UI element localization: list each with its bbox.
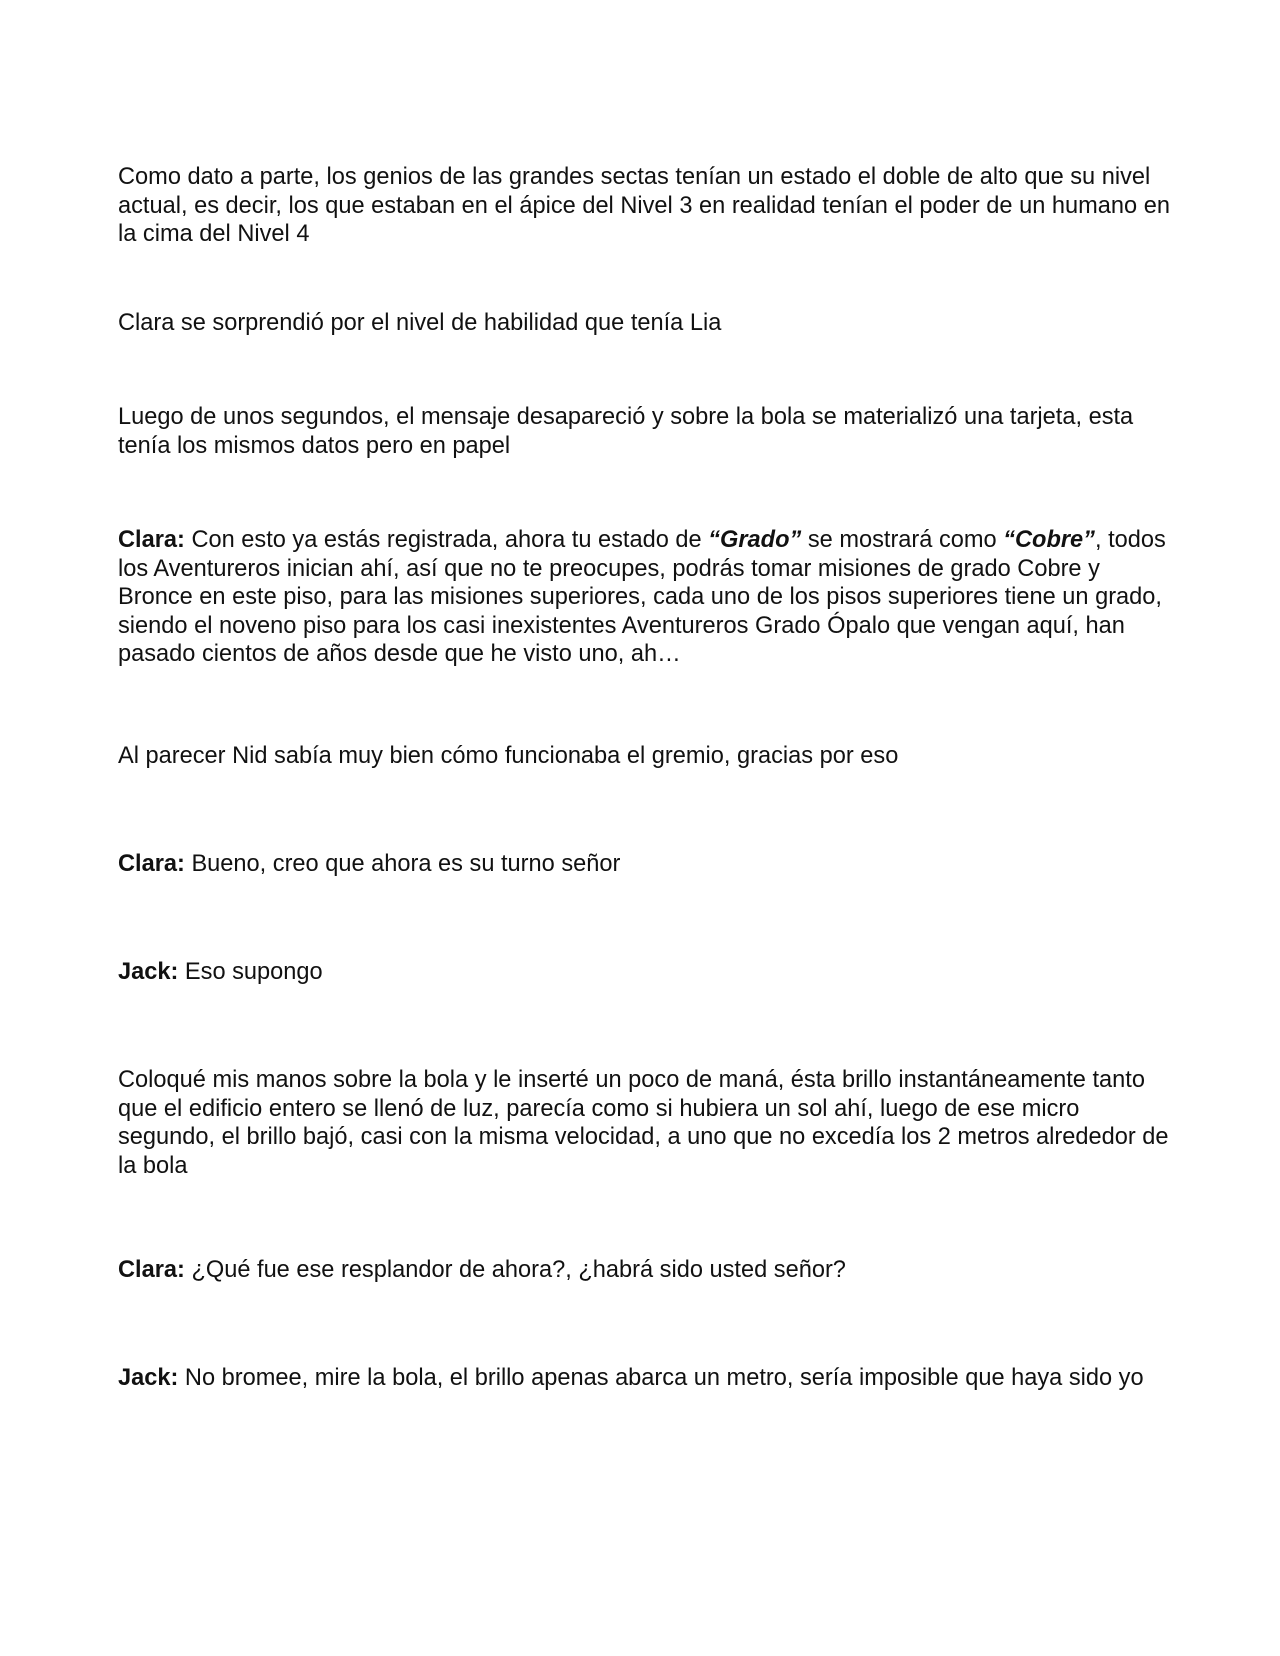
paragraph-text: Clara se sorprendió por el nivel de habilidad que tenía Lia [118,310,722,336]
dialogue-text: se mostrará como [801,527,1004,553]
paragraph-text: Coloqué mis manos sobre la bola y le inserté un poco de maná, ésta brillo instantáneamente tanto que el edificio entero se llenó de luz, parecía como si hubiera un sol ahí, luego de ese micro segundo, el brillo bajó, casi con la misma velocidad, a uno que no excedía los 2 metros alrededor de la bola [118,1067,1169,1179]
dialogue-paragraph [118,850,1180,879]
narration-paragraph [118,742,1180,771]
dialogue-paragraph [118,958,1180,987]
narration-paragraph [118,1066,1180,1180]
dialogue-paragraph [118,526,1180,669]
paragraph-text: Como dato a parte, los genios de las grandes sectas tenían un estado el doble de alto que su nivel actual, es decir, los que estaban en el ápice del Nivel 3 en realidad tenían el poder de un humano en la cima del Nivel 4 [118,164,1170,248]
speaker-name: Clara: [118,851,185,877]
dialogue-text: Eso supongo [178,959,323,985]
dialogue-paragraph [118,1364,1180,1393]
paragraph-text: Al parecer Nid sabía muy bien cómo funcionaba el gremio, gracias por eso [118,743,899,769]
grade-term: “Grado” [708,527,802,553]
speaker-name: Clara: [118,1257,185,1283]
paragraph-text: Luego de unos segundos, el mensaje desapareció y sobre la bola se materializó una tarjeta, esta tenía los mismos datos pero en papel [118,404,1134,459]
dialogue-text: , todos los Aventureros inician ahí, así que no te preocupes, podrás tomar misiones de grado Cobre y Bronce en este piso, para las misiones superiores, cada uno de los pisos superiores tiene un grado, siendo el noveno piso para los casi inexistentes Aventureros Grado Ópalo que vengan aquí, han pasado cientos de años desde que he visto uno, ah… [118,527,1166,668]
dialogue-text: ¿Qué fue ese resplandor de ahora?, ¿habrá sido usted señor? [184,1257,846,1283]
narration-paragraph [118,163,1180,249]
dialogue-text: Bueno, creo que ahora es su turno señor [184,851,621,877]
speaker-name: Jack: [118,1365,179,1391]
dialogue-text: No bromee, mire la bola, el brillo apenas abarca un metro, sería imposible que haya sido yo [178,1365,1144,1391]
narration-paragraph [118,309,1180,338]
grade-term: “Cobre” [1003,527,1095,553]
dialogue-text: Con esto ya estás registrada, ahora tu estado de [184,527,709,553]
dialogue-paragraph [118,1256,1180,1285]
narration-paragraph [118,403,1180,460]
speaker-name: Jack: [118,959,179,985]
speaker-name: Clara: [118,527,185,553]
